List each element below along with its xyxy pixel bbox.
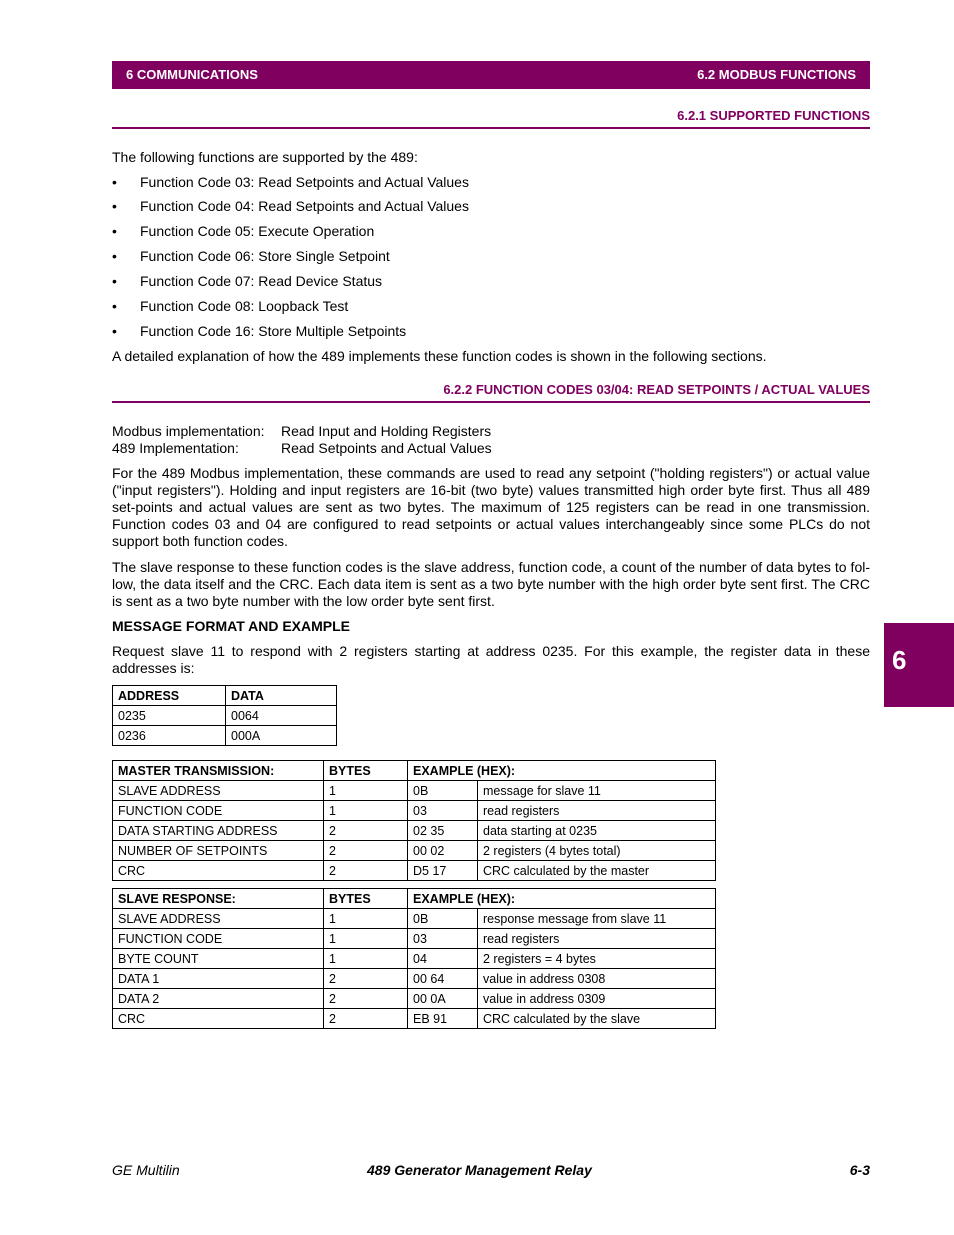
table-cell: 2 registers = 4 bytes — [478, 949, 716, 969]
column-header: BYTES — [324, 889, 408, 909]
table-cell: 04 — [408, 949, 478, 969]
table-cell: 2 — [324, 969, 408, 989]
slave-response-table — [112, 888, 716, 1029]
table-cell: SLAVE ADDRESS — [113, 909, 324, 929]
column-header: MASTER TRANSMISSION: — [113, 761, 324, 781]
list-item: Function Code 06: Store Single Setpoint — [140, 248, 390, 264]
section-622-rule — [112, 401, 870, 403]
table-cell: value in address 0309 — [478, 989, 716, 1009]
table-cell: CRC — [113, 1009, 324, 1029]
table-cell: 1 — [324, 949, 408, 969]
table-row — [113, 821, 716, 841]
table-cell: response message from slave 11 — [478, 909, 716, 929]
bullet-icon: • — [112, 298, 117, 314]
table-row — [113, 841, 716, 861]
table-cell: 00 02 — [408, 841, 478, 861]
table-cell: 2 registers (4 bytes total) — [478, 841, 716, 861]
impl-value: Read Setpoints and Actual Values — [281, 440, 492, 456]
table-row — [113, 949, 716, 969]
section-621-closing: A detailed explanation of how the 489 implements these function codes is shown in the following sections. — [112, 348, 767, 364]
table-row — [113, 801, 716, 821]
table-cell: 2 — [324, 841, 408, 861]
table-cell: DATA STARTING ADDRESS — [113, 821, 324, 841]
footer-left: GE Multilin — [112, 1162, 180, 1178]
bullet-icon: • — [112, 273, 117, 289]
master-transmission-table — [112, 760, 716, 881]
running-header — [112, 61, 870, 89]
table-cell: 1 — [324, 929, 408, 949]
table-row — [113, 1009, 716, 1029]
table-cell: value in address 0308 — [478, 969, 716, 989]
impl-label: Modbus implementation: — [112, 423, 265, 439]
list-item: Function Code 04: Read Setpoints and Actual Values — [140, 198, 469, 214]
header-chapter: 6 COMMUNICATIONS — [126, 67, 258, 82]
column-header: SLAVE RESPONSE: — [113, 889, 324, 909]
column-header: DATA — [226, 686, 337, 706]
table-cell: 2 — [324, 821, 408, 841]
table-cell: D5 17 — [408, 861, 478, 881]
impl-value: Read Input and Holding Registers — [281, 423, 492, 439]
list-item: Function Code 16: Store Multiple Setpoints — [140, 323, 407, 339]
table-row — [113, 929, 716, 949]
table-cell: 0B — [408, 909, 478, 929]
table-cell: message for slave 11 — [478, 781, 716, 801]
table-cell: CRC — [113, 861, 324, 881]
chapter-tab — [884, 623, 954, 707]
table-cell: 1 — [324, 801, 408, 821]
table-cell: 03 — [408, 801, 478, 821]
table-row — [113, 861, 716, 881]
bullet-icon: • — [112, 198, 117, 214]
table-cell: 02 35 — [408, 821, 478, 841]
table-cell: BYTE COUNT — [113, 949, 324, 969]
chapter-tab-number: 6 — [892, 645, 907, 675]
table-cell: 0235 — [113, 706, 226, 726]
message-format-heading: MESSAGE FORMAT AND EXAMPLE — [112, 618, 351, 634]
address-data-table — [112, 685, 337, 746]
table-row — [113, 706, 337, 726]
header-section: 6.2 MODBUS FUNCTIONS — [697, 67, 856, 82]
impl-label: 489 Implementation: — [112, 440, 239, 456]
column-header: ADDRESS — [113, 686, 226, 706]
table-cell: SLAVE ADDRESS — [113, 781, 324, 801]
section-621-rule — [112, 127, 870, 129]
bullet-icon: • — [112, 174, 117, 190]
table-row — [113, 726, 337, 746]
table-cell: 1 — [324, 781, 408, 801]
table-cell: CRC calculated by the master — [478, 861, 716, 881]
table-row — [113, 781, 716, 801]
table-cell: 2 — [324, 989, 408, 1009]
bullet-icon: • — [112, 323, 117, 339]
bullet-icon: • — [112, 248, 117, 264]
table-cell: 2 — [324, 861, 408, 881]
table-cell: 00 0A — [408, 989, 478, 1009]
table-cell: DATA 2 — [113, 989, 324, 1009]
table-cell: read registers — [478, 929, 716, 949]
table-header-row — [113, 761, 716, 781]
page-number: 6-3 — [849, 1162, 870, 1178]
bullet-icon: • — [112, 223, 117, 239]
list-item: Function Code 08: Loopback Test — [140, 298, 349, 314]
table-cell: 1 — [324, 909, 408, 929]
table-cell: EB 91 — [408, 1009, 478, 1029]
section-622-para1: For the 489 Modbus implementation, these commands are used to read any setpoint ("holding registers") or actual value ("input registers"). Holding and input registers are 16-bit (two byte) values transmitted high order byte first. Thus all 489 set-points and actual values are sent as two bytes. The maximum of 125 registers can be read in one transmission. Function codes 03 and 04 are configured to read setpoints or actual values interchangeably since some PLCs do not support both function codes. — [112, 465, 870, 549]
table-cell: FUNCTION CODE — [113, 929, 324, 949]
section-622-title: 6.2.2 FUNCTION CODES 03/04: READ SETPOINTS / ACTUAL VALUES — [443, 382, 870, 397]
table-cell: CRC calculated by the slave — [478, 1009, 716, 1029]
table-cell: 0064 — [226, 706, 337, 726]
list-item: Function Code 03: Read Setpoints and Actual Values — [140, 174, 469, 190]
section-621-title: 6.2.1 SUPPORTED FUNCTIONS — [677, 108, 870, 123]
table-row — [113, 989, 716, 1009]
table-cell: read registers — [478, 801, 716, 821]
table-cell: 0236 — [113, 726, 226, 746]
table-cell: FUNCTION CODE — [113, 801, 324, 821]
table-cell: 00 64 — [408, 969, 478, 989]
column-header: BYTES — [324, 761, 408, 781]
section-621-intro: The following functions are supported by the 489: — [112, 149, 418, 165]
table-cell: 000A — [226, 726, 337, 746]
table-header-row — [113, 889, 716, 909]
table-cell: 2 — [324, 1009, 408, 1029]
table-cell: 0B — [408, 781, 478, 801]
list-item: Function Code 05: Execute Operation — [140, 223, 375, 239]
table-cell: DATA 1 — [113, 969, 324, 989]
column-header: EXAMPLE (HEX): — [408, 761, 716, 781]
table-cell: data starting at 0235 — [478, 821, 716, 841]
footer-title: 489 Generator Management Relay — [367, 1162, 592, 1178]
column-header: EXAMPLE (HEX): — [408, 889, 716, 909]
table-row — [113, 909, 716, 929]
table-cell: 03 — [408, 929, 478, 949]
table-row — [113, 969, 716, 989]
example-description: Request slave 11 to respond with 2 registers starting at address 0235. For this example, the register data in these addresses is: — [112, 643, 870, 676]
table-header-row — [113, 686, 337, 706]
list-item: Function Code 07: Read Device Status — [140, 273, 383, 289]
section-622-para2: The slave response to these function codes is the slave address, function code, a count of the number of data bytes to fol-low, the data itself and the CRC. Each data item is sent as a two byte number with the high order byte sent first. The CRC is sent as a two byte number with the low order byte sent first. — [112, 559, 870, 609]
table-cell: NUMBER OF SETPOINTS — [113, 841, 324, 861]
